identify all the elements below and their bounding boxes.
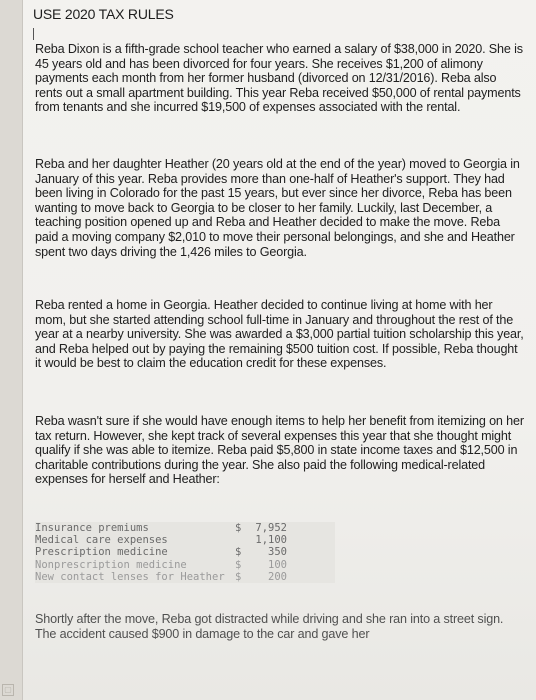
paragraph-income: Reba Dixon is a fifth-grade school teacher who earned a salary of $38,000 in 2020. She is 45 years old and has been divorced for four years. She receives $1,200 of alimony payments each month from her former husband (divorced on 12/31/2016). Reba also rents out a small apartment building. This year Reba received $50,000 of rental payments from tenants and she incurred $19,500 of expenses associated with the rental. bbox=[35, 42, 523, 115]
expense-label: Medical care expenses bbox=[35, 534, 168, 547]
expense-currency: $ bbox=[235, 558, 242, 571]
paragraph-accident: Shortly after the move, Reba got distracted while driving and she ran into a street sign. The accident caused $900 in damage to the car and gave her bbox=[35, 612, 504, 641]
expense-label: Insurance premiums bbox=[35, 522, 149, 534]
expense-amount: 1,100 bbox=[255, 534, 287, 547]
expense-label: New contact lenses for Heather bbox=[35, 570, 225, 583]
medical-expense-table bbox=[35, 522, 335, 583]
paragraph-move: Reba and her daughter Heather (20 years old at the end of the year) moved to Georgia in January of this year. Reba provides more than one-half of Heather's support. They had been living in Colorado for the past 15 years, but ever since her divorce, Reba has been wanting to move back to Georgia to be closer to her family. Luckily, last December, a teaching position opened up and Reba and Heather decided to make the move. Reba paid a moving company $2,010 to move their personal belongings, and she and Heather spent two days driving the 1,426 miles to Georgia. bbox=[35, 157, 520, 259]
document-title: USE 2020 TAX RULES bbox=[33, 6, 174, 22]
expense-label: Prescription medicine bbox=[35, 546, 168, 559]
table-row bbox=[35, 522, 335, 534]
expense-currency: $ bbox=[235, 570, 242, 583]
document-page bbox=[22, 0, 536, 700]
table-row bbox=[35, 546, 335, 558]
table-row bbox=[35, 534, 335, 546]
page-corner-icon: ▢ bbox=[2, 684, 14, 696]
text-cursor bbox=[33, 28, 34, 40]
expense-amount: 100 bbox=[268, 558, 287, 571]
expense-amount: 7,952 bbox=[255, 522, 287, 534]
expense-amount: 200 bbox=[268, 570, 287, 583]
expense-currency: $ bbox=[235, 546, 242, 559]
expense-currency bbox=[235, 534, 247, 546]
paragraph-education: Reba rented a home in Georgia. Heather decided to continue living at home with her mom, but she started attending school full-time in January and throughout the rest of the year at a nearby university. She was awarded a $3,000 partial tuition scholarship this year, and Reba helped out by paying the remaining $500 tuition cost. If possible, Reba thought it would be best to claim the education credit for these expenses. bbox=[35, 298, 524, 371]
table-row bbox=[35, 571, 335, 583]
expense-currency: $ bbox=[235, 522, 242, 534]
expense-amount: 350 bbox=[268, 546, 287, 559]
paragraph-itemizing: Reba wasn't sure if she would have enough items to help her benefit from itemizing on her tax return. However, she kept track of several expenses this year that she thought might qualify if she was able to itemize. Reba paid $5,800 in state income taxes and $12,500 in charitable contributions during the year. She also paid the following medical-related expenses for herself and Heather: bbox=[35, 414, 524, 487]
table-row bbox=[35, 559, 335, 571]
expense-label: Nonprescription medicine bbox=[35, 558, 187, 571]
